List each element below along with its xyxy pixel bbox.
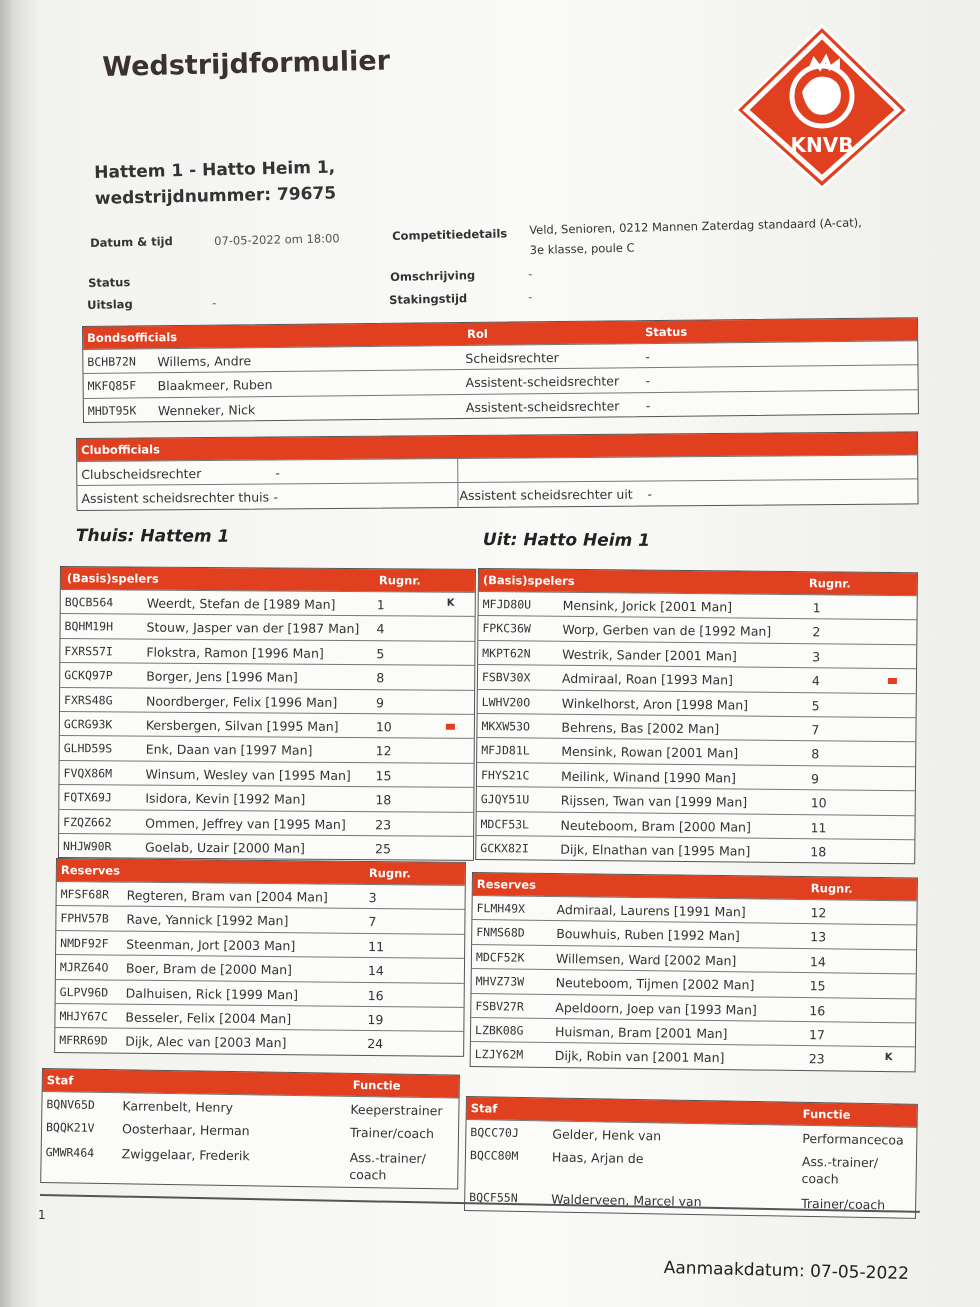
captain-mark: K: [446, 597, 455, 609]
rugnummer: 3: [812, 648, 821, 665]
player-code: MJRZ64O: [59, 960, 109, 975]
table-row: Clubscheidsrechter -: [77, 454, 917, 485]
player-code: MHVZ73W: [475, 974, 525, 989]
rugnummer: 1: [376, 597, 385, 613]
player-code: FSBV27R: [475, 998, 524, 1014]
player-name: Isidora, Kevin [1992 Man]: [145, 790, 306, 807]
player-code: MFJD81L: [481, 743, 530, 758]
staf-functie-line2: coach: [801, 1171, 839, 1187]
player-name: Regteren, Bram van [2004 Man]: [126, 887, 328, 905]
rugnummer: 15: [375, 767, 392, 784]
player-name: Westrik, Sander [2001 Man]: [562, 646, 737, 664]
player-code: BQHM19H: [64, 619, 114, 634]
rugnummer: 17: [808, 1027, 826, 1043]
card-icon: [888, 678, 897, 684]
rugnummer: 24: [367, 1036, 384, 1052]
omschrijving-value: -: [528, 266, 533, 281]
staf-code: BQCC80M: [469, 1148, 519, 1164]
status-header: Status: [645, 324, 688, 340]
player-name: Dijk, Elnathan van [1995 Man]: [560, 841, 751, 859]
captain-mark: K: [884, 1052, 893, 1064]
staf-name: Zwiggelaar, Frederik: [121, 1146, 250, 1164]
rugnummer: 4: [376, 621, 385, 637]
player-code: FLMH49X: [476, 901, 526, 916]
rugnummer: 10: [375, 719, 392, 735]
table-row: BCHB72N Willems, Andre Scheidsrechter -: [83, 340, 917, 373]
player-code: MDCF52K: [475, 949, 525, 965]
player-code: GCKX82I: [480, 840, 529, 856]
staf-code: BQCC70J: [470, 1125, 519, 1140]
player-name: Admiraal, Roan [1993 Man]: [561, 670, 734, 688]
player-code: LWHV20O: [481, 694, 531, 710]
player-row: [55, 1027, 463, 1055]
player-code: FHYS21C: [480, 767, 530, 783]
rugnummer: 16: [367, 987, 384, 1003]
staf-code: BQQK21V: [45, 1120, 95, 1136]
staf-functie: Performancecoa: [802, 1130, 904, 1148]
away-team-title: Uit: Hatto Heim 1: [482, 530, 651, 551]
rugnummer: 7: [811, 722, 820, 738]
player-code: NHJW90R: [62, 838, 112, 854]
staf-name: Karrenbelt, Henry: [122, 1098, 234, 1116]
player-name: Dijk, Robin van [2001 Man]: [554, 1048, 725, 1066]
staf-row: [41, 1140, 458, 1189]
rugnummer: 11: [810, 819, 827, 835]
player-code: FNMS68D: [476, 925, 525, 941]
rugnummer: 14: [367, 963, 384, 979]
uitslag-label: Uitslag: [87, 296, 133, 312]
player-row: [60, 687, 474, 714]
player-name: Neuteboom, Tijmen [2002 Man]: [555, 975, 755, 993]
knvb-lion-icon: [732, 22, 912, 192]
away-staf-header: Staf Functie: [467, 1097, 917, 1127]
player-name: Steenman, Jort [2003 Man]: [126, 936, 296, 954]
clubofficials-table: [76, 431, 919, 510]
player-code: BQCB564: [64, 595, 114, 610]
player-name: Boer, Bram de [2000 Man]: [125, 960, 293, 978]
table-row: MKFQ85F Blaakmeer, Ruben Assistent-scheidsrechter -: [83, 365, 917, 398]
bondsofficials-title: Bondsofficials: [87, 330, 178, 345]
player-name: Winsum, Wesley van [1995 Man]: [145, 766, 351, 783]
player-name: Besseler, Felix [2004 Man]: [125, 1009, 292, 1027]
rugnummer: 9: [376, 694, 385, 710]
player-name: Weerdt, Stefan de [1989 Man]: [146, 595, 336, 612]
staf-code: BQNV65D: [46, 1097, 96, 1112]
rugnummer: 5: [376, 645, 385, 662]
away-staf-table: [464, 1096, 918, 1219]
staf-name: Gelder, Henk van: [552, 1126, 662, 1144]
player-code: GJQY51U: [480, 792, 530, 807]
player-name: Mensink, Rowan [2001 Man]: [561, 744, 739, 761]
player-row: [60, 638, 474, 665]
player-name: Dalhuisen, Rick [1999 Man]: [125, 985, 299, 1002]
player-code: LZBK08G: [474, 1023, 524, 1038]
player-code: GLPV96D: [59, 984, 109, 1000]
player-code: GCKQ97P: [64, 668, 113, 683]
player-name: Neuteboom, Bram [2000 Man]: [560, 817, 751, 835]
page-title: Wedstrijdformulier: [102, 45, 391, 83]
player-name: Dijk, Alec van [2003 Man]: [125, 1034, 287, 1051]
rugnummer: 4: [811, 673, 820, 689]
player-code: MFRR69D: [59, 1033, 108, 1048]
player-row: [476, 835, 914, 864]
table-row: Assistent scheidsrechter thuis - Assistent scheidsrechter uit -: [77, 479, 917, 510]
match-heading: [94, 155, 336, 212]
omschrijving-label: Omschrijving: [390, 268, 476, 284]
table-row: MHDT95K Wenneker, Nick Assistent-scheidsrechter -: [84, 389, 918, 422]
player-name: Winkelhorst, Aron [1998 Man]: [561, 695, 749, 713]
player-code: NMDF92F: [60, 935, 109, 951]
rugnummer: 19: [367, 1011, 384, 1028]
staf-functie: Ass.-trainer/: [349, 1149, 426, 1166]
staf-code: BQCF55N: [469, 1190, 518, 1206]
player-name: Mensink, Jorick [2001 Man]: [562, 597, 733, 615]
staf-name: Haas, Arjan de: [551, 1149, 644, 1167]
stakingstijd-label: Stakingstijd: [389, 291, 468, 307]
staf-name: Walderveen, Marcel van: [551, 1191, 702, 1210]
rugnummer: 18: [810, 844, 827, 860]
player-row: [60, 662, 474, 689]
player-name: Flokstra, Ramon [1996 Man]: [146, 644, 324, 661]
home-staf-header: Staf Functie: [43, 1069, 459, 1098]
rugnummer: 23: [808, 1051, 825, 1067]
rugnummer: 23: [375, 816, 392, 832]
player-code: MFJD80U: [482, 597, 532, 612]
knvb-logo: [732, 22, 912, 192]
player-code: FXRS57I: [64, 643, 113, 659]
competitie-value: Veld, Senioren, 0212 Mannen Zaterdag standaard (A-cat), 3e klasse, poule C: [529, 215, 863, 257]
player-code: FPKC36W: [482, 621, 531, 636]
datum-value: 07-05-2022 om 18:00: [214, 231, 340, 248]
player-code: FXRS48G: [64, 692, 113, 707]
home-team-title: Thuis: Hattem 1: [75, 526, 230, 547]
staf-functie: Trainer/coach: [349, 1125, 435, 1142]
rugnummer: 1: [812, 600, 821, 616]
rugnummer: 14: [809, 953, 826, 970]
rol-header: Rol: [467, 326, 488, 341]
player-name: Admiraal, Laurens [1991 Man]: [556, 902, 746, 920]
uitslag-value: -: [212, 295, 217, 310]
home-staf-table: [40, 1068, 460, 1189]
rugnummer: 12: [810, 905, 827, 921]
match-number: wedstrijdnummer: 79675: [94, 183, 337, 209]
creation-date: Aanmaakdatum: 07-05-2022: [663, 1258, 910, 1284]
player-row: [60, 613, 474, 640]
away-reserves-table: [470, 872, 918, 1072]
player-name: Huisman, Bram [2001 Man]: [554, 1023, 728, 1042]
player-name: Meilink, Winand [1990 Man]: [560, 768, 736, 786]
svg-text:KNVB: KNVB: [790, 133, 854, 157]
player-code: MKXW53O: [481, 718, 531, 734]
rugnummer: 16: [809, 1002, 826, 1018]
competitie-label: Competitiedetails: [392, 226, 508, 243]
rugnummer: 8: [376, 670, 385, 686]
rugnummer: 7: [368, 914, 377, 930]
player-row: [59, 760, 473, 787]
rugnummer: 12: [375, 743, 392, 759]
player-code: FSBV30X: [481, 670, 531, 685]
staf-code: GMWR464: [45, 1144, 95, 1160]
rugnummer: 10: [810, 795, 827, 811]
player-name: Rijssen, Twan van [1999 Man]: [560, 792, 748, 810]
player-row: [59, 809, 473, 836]
rugnummer: 9: [810, 770, 820, 787]
away-basis-table: [475, 568, 918, 865]
home-basis-header: (Basis)spelers Rugnr.: [61, 567, 475, 592]
staf-name: Oosterhaar, Herman: [121, 1121, 250, 1139]
page-number: 1: [38, 1208, 46, 1222]
player-code: FVQX86M: [63, 765, 113, 781]
card-icon: [446, 724, 455, 730]
stakingstijd-value: -: [528, 289, 533, 304]
player-name: Rave, Yannick [1992 Man]: [126, 912, 289, 929]
player-code: MDCF53L: [480, 816, 530, 832]
clubofficials-header: Clubofficials: [77, 432, 917, 461]
player-row: [60, 735, 474, 762]
player-code: FQTX69J: [63, 790, 112, 805]
player-code: MHJY67C: [59, 1008, 109, 1024]
player-row: [59, 784, 473, 811]
away-basis-header: (Basis)spelers Rugnr.: [479, 569, 917, 595]
match-teams: Hattem 1 - Hatto Heim 1,: [94, 157, 336, 183]
player-name: Borger, Jens [1996 Man]: [146, 668, 298, 685]
player-row: [471, 1041, 915, 1071]
rugnummer: 3: [368, 890, 377, 906]
rugnummer: 18: [375, 792, 392, 808]
player-code: LZJY62M: [474, 1047, 524, 1062]
home-reserves-table: [54, 858, 466, 1057]
player-code: FPHV57B: [60, 911, 109, 926]
player-name: Behrens, Bas [2002 Man]: [561, 719, 720, 737]
player-name: Apeldoorn, Joep van [1993 Man]: [555, 999, 757, 1018]
player-name: Bouwhuis, Ruben [1992 Man]: [556, 926, 740, 944]
datum-label: Datum & tijd: [90, 234, 173, 250]
rugnummer: 2: [812, 624, 821, 640]
away-reserves-header: Reserves Rugnr.: [473, 873, 917, 900]
player-code: GCRG93K: [63, 716, 113, 732]
status-label: Status: [88, 275, 131, 290]
player-name: Enk, Daan van [1997 Man]: [145, 741, 313, 759]
player-name: Worp, Gerben van de [1992 Man]: [562, 622, 772, 640]
bondsofficials-table: [82, 317, 919, 423]
player-row: [60, 711, 474, 738]
player-row: [59, 833, 473, 860]
staf-functie-line2: coach: [349, 1166, 387, 1183]
player-name: Kersbergen, Silvan [1995 Man]: [145, 717, 339, 734]
player-code: MKPT62N: [482, 645, 531, 661]
rugnummer: 13: [810, 929, 827, 945]
home-reserves-header: Reserves Rugnr.: [57, 859, 465, 885]
player-name: Stouw, Jasper van der [1987 Man]: [146, 619, 360, 637]
player-name: Willemsen, Ward [2002 Man]: [555, 950, 737, 969]
rugnummer: 11: [368, 938, 385, 954]
player-code: FZQZ662: [63, 814, 112, 829]
staf-functie: Trainer/coach: [801, 1196, 886, 1213]
staf-functie: Ass.-trainer/: [801, 1154, 879, 1171]
player-row: [61, 589, 475, 616]
home-basis-table: [58, 566, 476, 861]
player-name: Goelab, Uzair [2000 Man]: [144, 839, 305, 856]
rugnummer: 15: [809, 978, 826, 994]
staf-functie: Keeperstrainer: [350, 1101, 443, 1119]
player-name: Ommen, Jeffrey van [1995 Man]: [145, 815, 346, 832]
player-name: Noordberger, Felix [1996 Man]: [146, 693, 338, 710]
rugnummer: 8: [811, 746, 820, 762]
player-code: MFSF68R: [60, 887, 110, 902]
player-code: GLHD59S: [63, 741, 113, 756]
rugnummer: 25: [374, 841, 391, 857]
rugnummer: 5: [811, 697, 820, 713]
